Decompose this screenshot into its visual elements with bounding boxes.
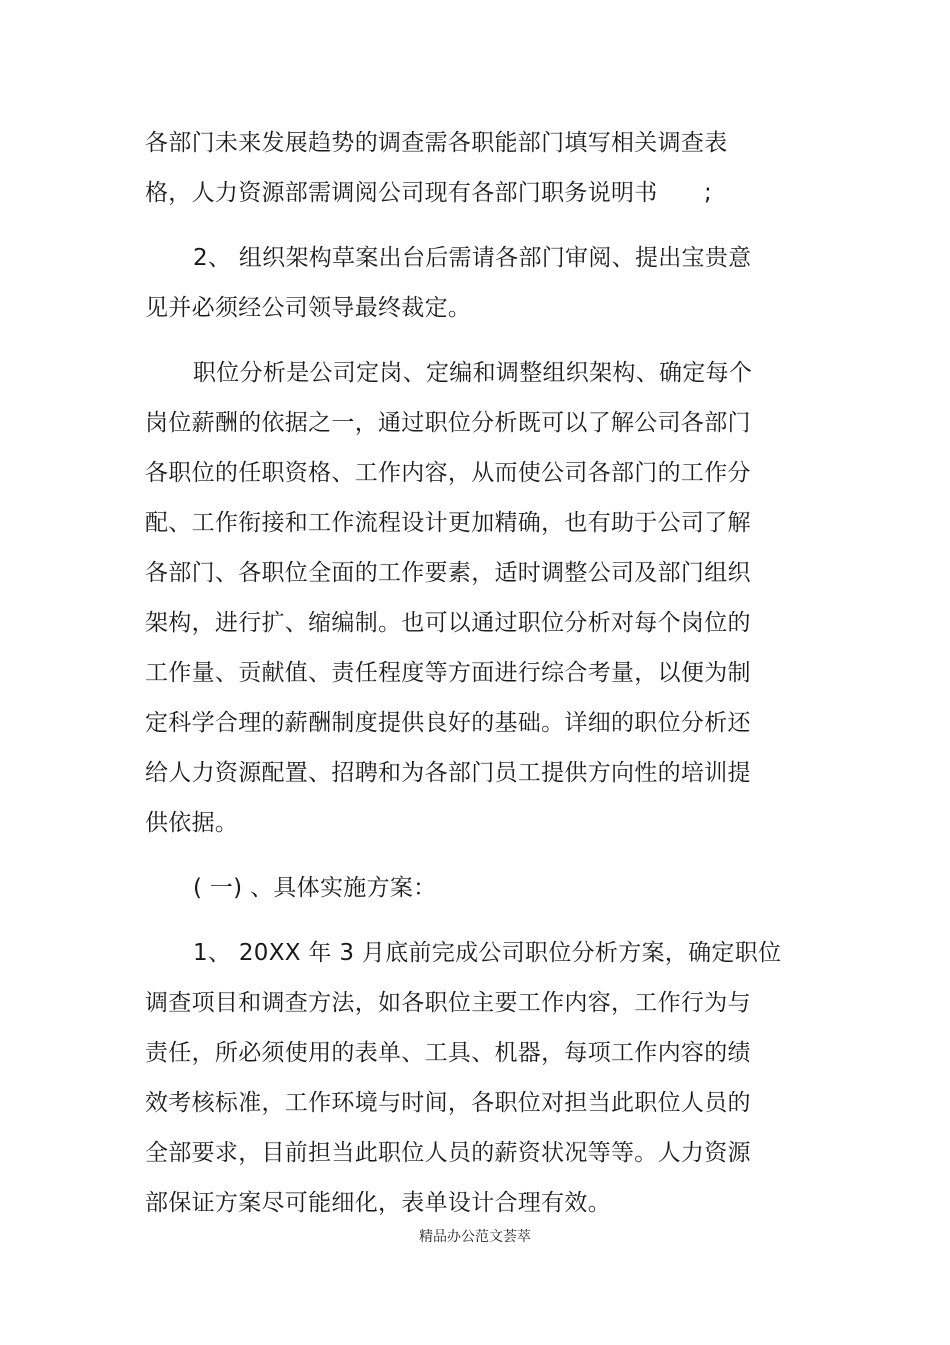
semicolon: ; <box>704 180 712 206</box>
text-line: 见并必须经公司领导最终裁定。 <box>145 295 472 321</box>
text-line: 2、 组织架构草案出台后需请各部门审阅、提出宝贵意 <box>193 245 752 271</box>
text-line: 各职位的任职资格、工作内容，从而使公司各部门的工作分 <box>145 460 751 486</box>
text-line: 1、 20XX 年 3 月底前完成公司职位分析方案，确定职位 <box>193 940 782 966</box>
text-line: 调查项目和调查方法，如各职位主要工作内容，工作行为与 <box>145 990 751 1016</box>
text-line: 全部要求，目前担当此职位人员的薪资状况等等。人力资源 <box>145 1140 751 1166</box>
page-footer: 精品办公范文荟萃 <box>419 1229 531 1245</box>
text-line: 部保证方案尽可能细化，表单设计合理有效。 <box>145 1190 611 1216</box>
text-line: 定科学合理的薪酬制度提供良好的基础。详细的职位分析还 <box>145 710 751 736</box>
text-line: 各部门未来发展趋势的调查需各职能部门填写相关调查表 <box>145 130 728 156</box>
text-line: 责任，所必须使用的表单、工具、机器，每项工作内容的绩 <box>145 1040 751 1066</box>
text-line: 架构，进行扩、缩编制。也可以通过职位分析对每个岗位的 <box>145 610 751 636</box>
text-line: 工作量、贡献值、责任程度等方面进行综合考量，以便为制 <box>145 660 751 686</box>
text-line: 配、工作衔接和工作流程设计更加精确，也有助于公司了解 <box>145 510 751 536</box>
text-line: 效考核标准，工作环境与时间，各职位对担当此职位人员的 <box>145 1090 751 1116</box>
section-heading: ( 一) 、具体实施方案： <box>193 875 437 901</box>
text-line: 岗位薪酬的依据之一，通过职位分析既可以了解公司各部门 <box>145 410 751 436</box>
text-line: 职位分析是公司定岗、定编和调整组织架构、确定每个 <box>193 360 753 386</box>
text-line: 给人力资源配置、招聘和为各部门员工提供方向性的培训提 <box>145 760 751 786</box>
text-line: 各部门、各职位全面的工作要素，适时调整公司及部门组织 <box>145 560 751 586</box>
text-line: 格，人力资源部需调阅公司现有各部门职务说明书 <box>145 180 658 206</box>
text-line: 供依据。 <box>145 810 239 836</box>
